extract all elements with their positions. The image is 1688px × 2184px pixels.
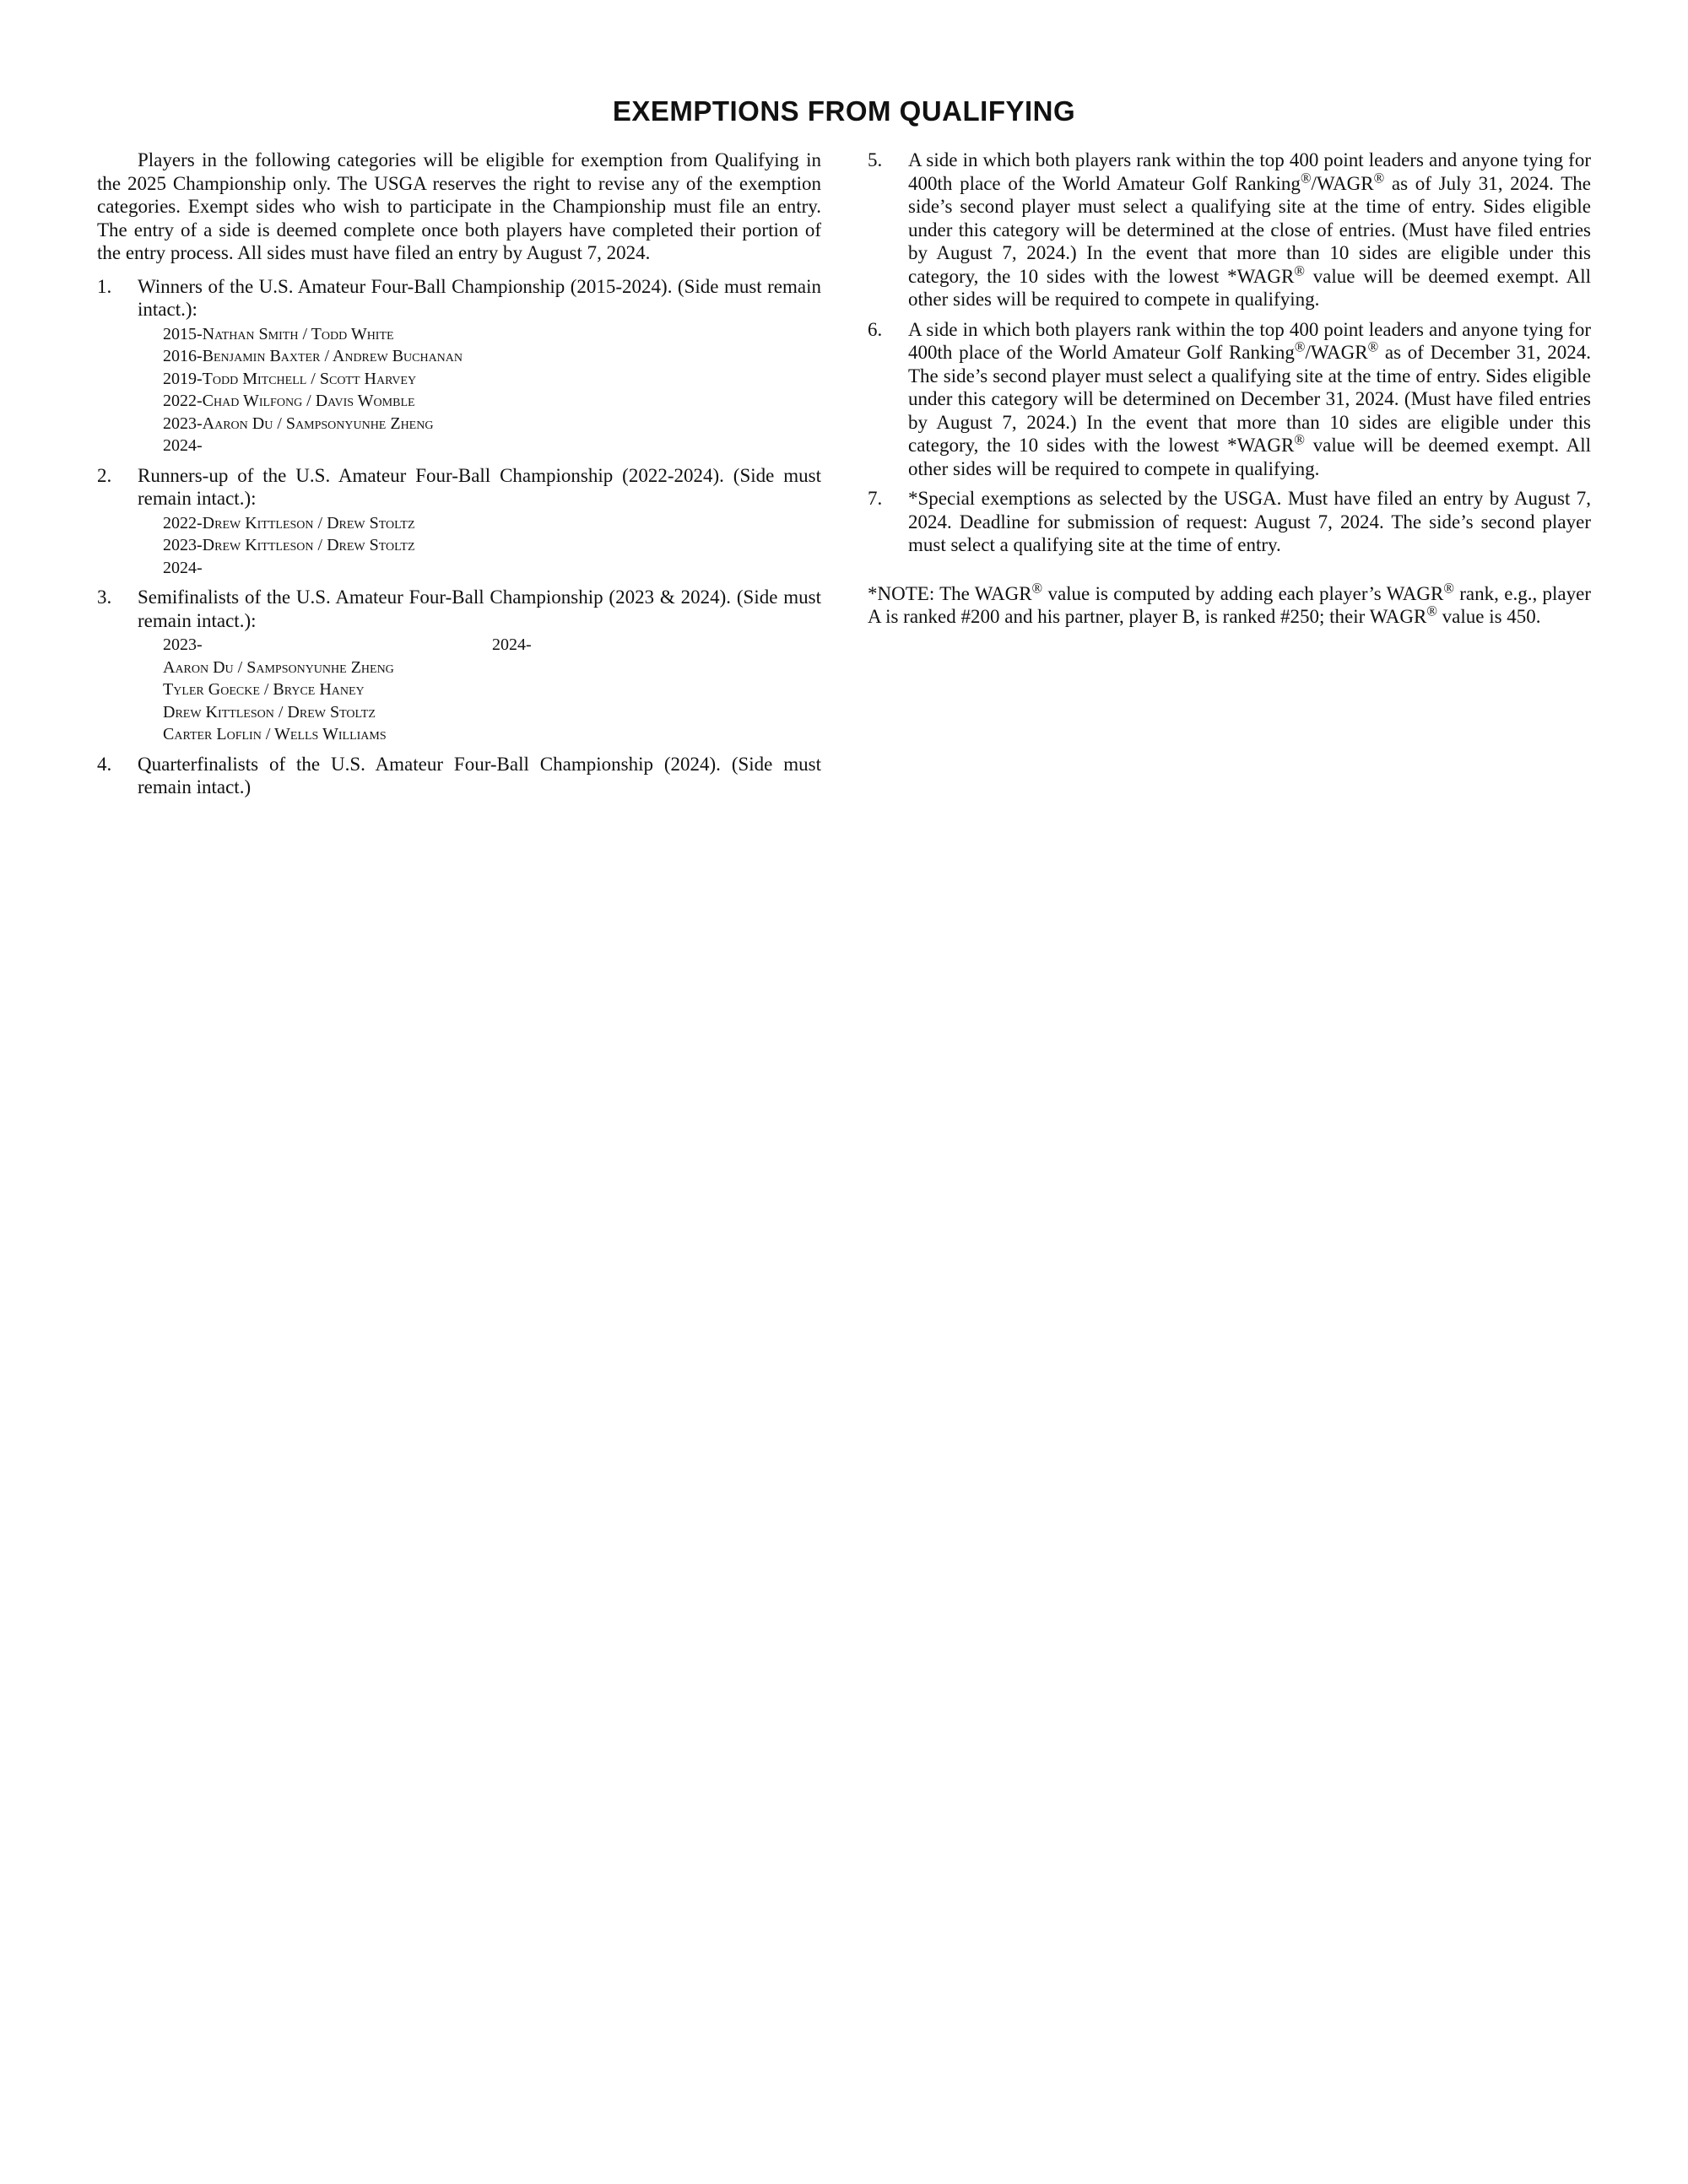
- item-number: 1.: [97, 275, 112, 297]
- item-text: Quarterfinalists of the U.S. Amateur Four-Ball Championship (2024). (Side must remain intact.): [138, 753, 821, 797]
- text-part: /WAGR: [1305, 342, 1368, 363]
- page-title: EXEMPTIONS FROM QUALIFYING: [612, 95, 1076, 127]
- list-item: 2024-: [163, 558, 203, 577]
- text-part: A side in which both players rank within the top 400 point leaders and anyone tying for 400th place of the World Amateur Golf Ranking: [908, 318, 1591, 363]
- text-part: /WAGR: [1311, 172, 1374, 194]
- exemption-item-7: [868, 487, 1591, 557]
- text-part: value is 450.: [1436, 606, 1541, 627]
- semifinal-years: [163, 634, 821, 657]
- registered-mark: ®: [1294, 262, 1305, 278]
- item-text: [908, 318, 1591, 481]
- registered-mark: ®: [1294, 338, 1306, 355]
- exemption-item-2: [97, 464, 821, 580]
- registered-mark: ®: [1294, 431, 1305, 448]
- item-text: Winners of the U.S. Amateur Four-Ball Championship (2015-2024). (Side must remain intact.):: [138, 275, 821, 320]
- exemption-item-1: [97, 275, 821, 457]
- item-number: 3.: [97, 587, 112, 608]
- text-part: *NOTE: The WAGR: [868, 582, 1032, 604]
- exemption-item-4: [97, 753, 821, 799]
- list-item: 2023-Aaron Du / Sampsonyunhe Zheng: [163, 414, 434, 433]
- text-part: A side in which both players rank within the top 400 point leaders and anyone tying for 400th place of the World Amateur Golf Ranking: [908, 149, 1591, 194]
- exemption-item-5: [868, 149, 1591, 311]
- intro-paragraph: Players in the following categories will be eligible for exemption from Qualifying in the 2025 Championship only. The USGA reserves the right to revise any of the exemption categories. Exempt sides who wish to participate in the Championship must file an entry. The entry of a side is deemed complete once both players have completed their portion of the entry process. All sides must have filed an entry by August 7, 2024.: [97, 149, 821, 263]
- registered-mark: ®: [1373, 169, 1385, 186]
- list-item: 2022-Chad Wilfong / Davis Womble: [163, 392, 415, 410]
- item-number: 4.: [97, 753, 112, 775]
- year-label: 2023-: [163, 635, 203, 654]
- list-item: Aaron Du / Sampsonyunhe Zheng: [163, 657, 394, 677]
- winners-list: [163, 323, 821, 457]
- item-text: *Special exemptions as selected by the USGA. Must have filed an entry by August 7, 2024. Deadline for submission of request: August 7, 2024. The side’s second player must select a qualifying site at the time of entry.: [908, 488, 1591, 555]
- wagr-note: [868, 579, 1591, 629]
- list-item: Carter Loflin / Wells Williams: [163, 725, 387, 743]
- left-column: [97, 149, 821, 806]
- text-part: value will be deemed exempt. All other sides will be required to compete in qualifying.: [908, 435, 1591, 479]
- registered-mark: ®: [1300, 169, 1312, 186]
- item-text: Semifinalists of the U.S. Amateur Four-Ball Championship (2023 & 2024). (Side must remain intact.):: [138, 587, 821, 631]
- semifinalists-list: [163, 657, 821, 746]
- item-number: 2.: [97, 464, 112, 486]
- item-number: 5.: [868, 149, 883, 170]
- list-item: Tyler Goecke / Bryce Haney: [163, 680, 365, 699]
- list-item: 2023-Drew Kittleson / Drew Stoltz: [163, 536, 415, 554]
- runners-up-list: [163, 512, 821, 580]
- year-label: 2024-: [492, 635, 532, 654]
- list-item: 2019-Todd Mitchell / Scott Harvey: [163, 369, 417, 388]
- exemption-item-3: [97, 586, 821, 746]
- text-part: rank, e.g., player A is ranked #200 and his partner, player B, is ranked #250; their WAGR: [868, 582, 1591, 627]
- list-item: 2015-Nathan Smith / Todd White: [163, 324, 394, 343]
- registered-mark: ®: [1443, 579, 1454, 596]
- text-part: as of December 31, 2024. The side’s second player must select a qualifying site at the time of entry. Sides eligible under this category will be determined on December 31, 2024. (Must have filed entries by August 7, 2024.) In the event that more than 10 sides are eligible under this category, the 10 sides with the lowest *WAGR: [908, 342, 1591, 456]
- list-item: Drew Kittleson / Drew Stoltz: [163, 702, 376, 722]
- text-part: value will be deemed exempt. All other sides will be required to compete in qualifying.: [908, 265, 1591, 310]
- registered-mark: ®: [1426, 603, 1437, 619]
- text-part: as of July 31, 2024. The side’s second player must select a qualifying site at the time of entry. Sides eligible under this category will be determined at the close of entries. (Must have filed entries by August 7, 2024.) In the event that more than 10 sides are eligible under this category, the 10 sides with the lowest *WAGR: [908, 172, 1591, 287]
- item-text: [908, 149, 1591, 311]
- list-item: 2024-: [163, 436, 203, 455]
- item-text: Runners-up of the U.S. Amateur Four-Ball Championship (2022-2024). (Side must remain intact.):: [138, 464, 821, 509]
- text-part: value is computed by adding each player’s WAGR: [1042, 582, 1444, 604]
- right-column: [868, 149, 1591, 629]
- list-item: 2022-Drew Kittleson / Drew Stoltz: [163, 513, 415, 532]
- list-item: 2016-Benjamin Baxter / Andrew Buchanan: [163, 347, 463, 365]
- item-number: 6.: [868, 318, 883, 340]
- item-number: 7.: [868, 488, 883, 509]
- registered-mark: ®: [1367, 338, 1379, 355]
- exemption-item-6: [868, 318, 1591, 481]
- registered-mark: ®: [1031, 579, 1043, 596]
